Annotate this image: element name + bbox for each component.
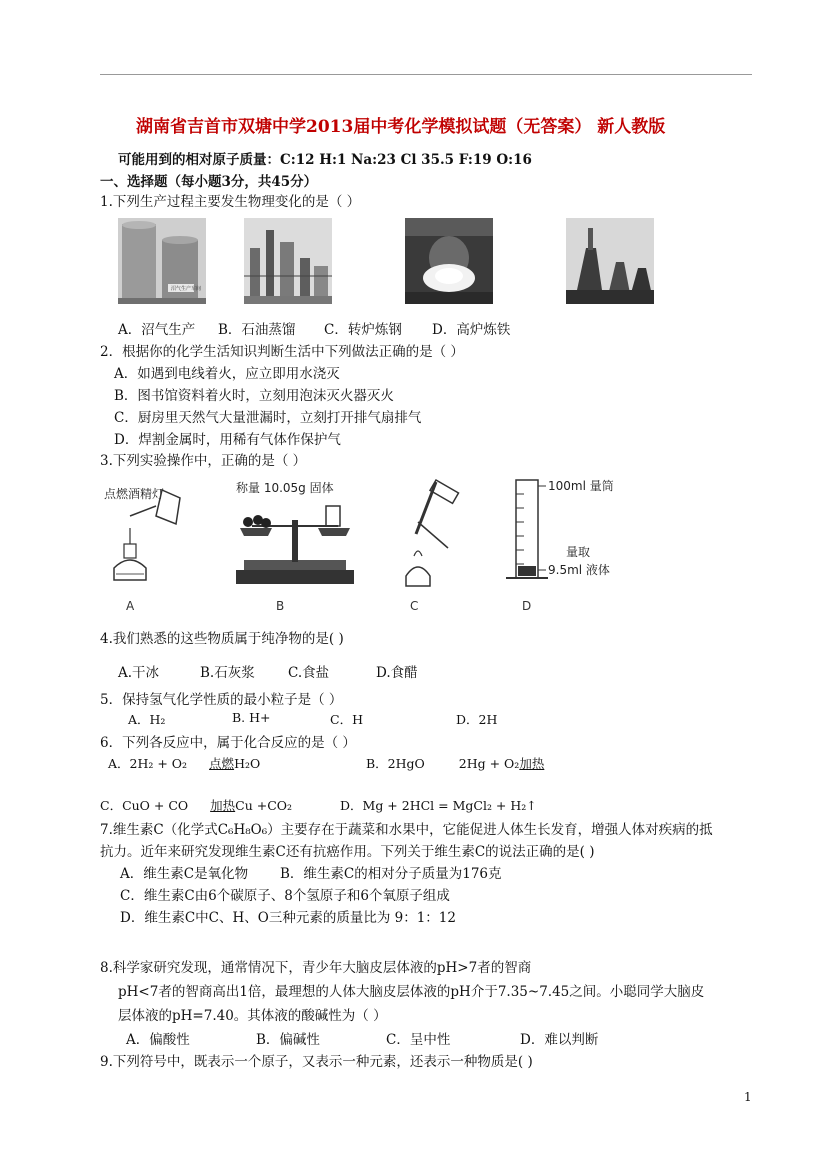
q6-c-product: Cu +CO₂: [235, 798, 293, 813]
q6-c-reactants: C．CuO + CO: [100, 798, 189, 813]
oil-distillation-photo: [244, 218, 332, 304]
q5-option-a: A．H₂: [128, 712, 166, 727]
graduated-cylinder-figure: [498, 474, 658, 618]
q3-d-caption-top: 100ml 量筒: [548, 479, 614, 493]
q4-option-d: D.食醋: [376, 665, 418, 681]
q4-option-b: B.石灰浆: [200, 665, 255, 681]
q3-d-caption-mid: 量取: [566, 545, 591, 559]
test-tube-heating-figure: [396, 476, 472, 616]
q5-option-c: C．H: [330, 712, 363, 727]
q8-option-c: C．呈中性: [386, 1032, 451, 1048]
q6-a-condition: 点燃: [209, 756, 235, 771]
q2-option-d: D．焊割金属时，用稀有气体作保护气: [114, 432, 341, 448]
q3-b-label: B: [276, 599, 285, 613]
q4-stem: 4.我们熟悉的这些物质属于纯净物的是( ): [100, 631, 344, 647]
q2-stem: 2．根据你的化学生活知识判断生活中下列做法正确的是（ ）: [100, 344, 464, 360]
q6-c-condition: 加热: [210, 798, 236, 813]
photo-caption: 沼气生产车间: [171, 286, 202, 292]
converter-steelmaking-photo: [405, 218, 493, 304]
blast-furnace-photo: [566, 218, 654, 304]
q6-b-reactant: B．2HgO: [366, 756, 425, 771]
q2-option-b: B．图书馆资料着火时，立刻用泡沫灭火器灭火: [114, 388, 394, 404]
q7-option-a: A．维生素C是氧化物: [120, 866, 249, 882]
q5-option-b: B. H+: [232, 710, 271, 725]
q1-option-b: B．石油蒸馏: [218, 322, 296, 338]
q3-a-caption: 点燃酒精灯: [104, 487, 165, 501]
q8-line2: pH<7者的智商高出1倍，最理想的人体大脑皮层体液的pH介于7.35~7.45之间。小聪同学大脑皮: [118, 984, 705, 1000]
q8-line1: 8.科学家研究发现，通常情况下，青少年大脑皮层体液的pH>7者的智商: [100, 960, 532, 976]
q6-b-product: 2Hg + O₂: [458, 756, 520, 771]
q6-a-product: H₂O: [234, 756, 261, 771]
lighting-alcohol-lamp-figure: [100, 476, 192, 616]
q2-option-a: A．如遇到电线着火，应立即用水浇灭: [114, 366, 340, 382]
q8-option-d: D．难以判断: [520, 1032, 599, 1048]
balance-weighing-figure: [230, 476, 360, 616]
q7-option-b: B．维生素C的相对分子质量为176克: [280, 866, 502, 882]
q8-option-b: B．偏碱性: [256, 1032, 320, 1048]
q1-option-a: A．沼气生产: [118, 322, 196, 338]
q3-d-label: D: [522, 599, 532, 613]
q4-option-a: A.干冰: [118, 665, 160, 681]
page-title: 湖南省吉首市双塘中学2013届中考化学模拟试题（无答案） 新人教版: [136, 117, 666, 137]
q6-stem: 6．下列各反应中，属于化合反应的是（ ）: [100, 735, 356, 751]
q4-option-c: C.食盐: [288, 665, 330, 681]
q7-option-d: D．维生素C中C、H、O三种元素的质量比为 9：1：12: [120, 910, 456, 926]
q1-option-d: D．高炉炼铁: [432, 322, 511, 338]
q3-a-label: A: [126, 599, 135, 613]
q2-option-c: C．厨房里天然气大量泄漏时，立刻打开排气扇排气: [114, 410, 422, 426]
q6-option-c: [100, 796, 292, 814]
biogas-plant-photo: [118, 218, 206, 304]
q6-a-reactants: A．2H₂ + O₂: [108, 756, 188, 771]
page-number: 1: [744, 1090, 752, 1104]
q7-option-c: C．维生素C由6个碳原子、8个氢原子和6个氧原子组成: [120, 888, 450, 904]
q5-option-d: D．2H: [456, 712, 498, 727]
q6-option-b: [366, 754, 544, 772]
atomic-masses: 可能用到的相对原子质量：C:12 H:1 Na:23 Cl 35.5 F:19 O:16: [118, 152, 532, 168]
q1-stem: 1.下列生产过程主要发生物理变化的是（ ）: [100, 194, 361, 210]
q9-stem: 9.下列符号中，既表示一个原子，又表示一种元素，还表示一种物质是( ): [100, 1054, 533, 1070]
q3-b-caption: 称量 10.05g 固体: [236, 481, 334, 495]
q6-b-condition: 加热: [519, 756, 545, 771]
q8-line3: 层体液的pH=7.40。其体液的酸碱性为（ ）: [118, 1008, 387, 1024]
q3-stem: 3.下列实验操作中，正确的是（ ）: [100, 453, 307, 469]
q3-d-caption-low: 9.5ml 液体: [548, 563, 610, 577]
section-heading: 一、选择题（每小题3分，共45分）: [100, 174, 318, 190]
q3-c-label: C: [410, 599, 419, 613]
q6-option-d: D．Mg + 2HCl = MgCl₂ + H₂↑: [340, 798, 537, 813]
q7-line1: 7.维生素C（化学式C₆H₈O₆）主要存在于蔬菜和水果中，它能促进人体生长发育，增强人体对疾病的抵: [100, 822, 713, 838]
q1-option-c: C．转炉炼钢: [324, 322, 402, 338]
q7-line2: 抗力。近年来研究发现维生素C还有抗癌作用。下列关于维生素C的说法正确的是( ): [100, 844, 595, 860]
header-rule: [100, 74, 752, 75]
q5-stem: 5．保持氢气化学性质的最小粒子是（ ）: [100, 692, 343, 708]
q6-option-a: [108, 754, 260, 772]
q8-option-a: A．偏酸性: [126, 1032, 190, 1048]
